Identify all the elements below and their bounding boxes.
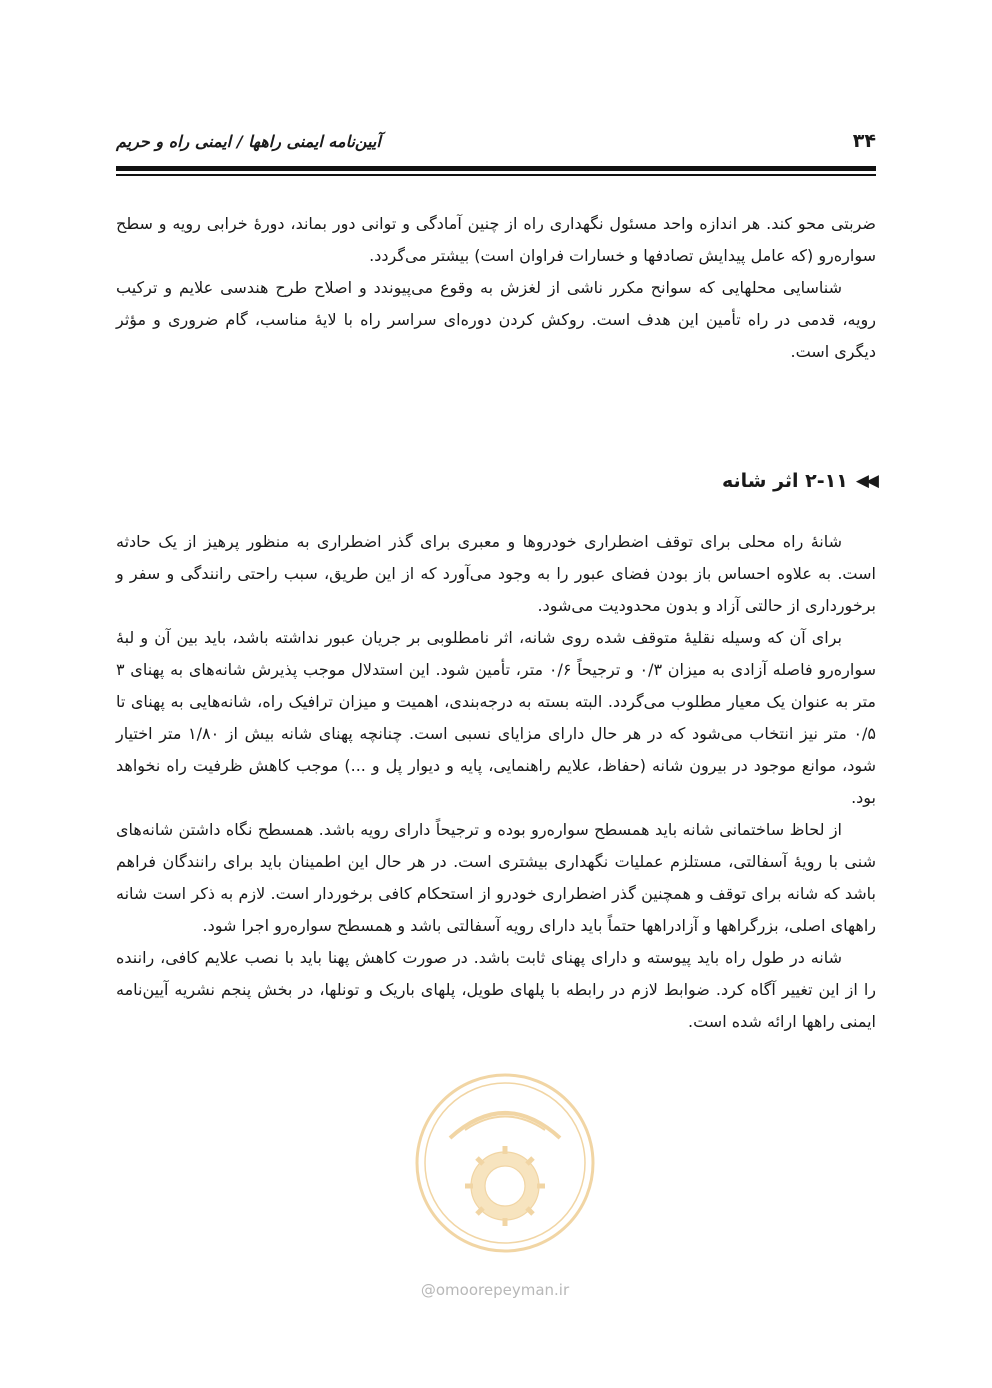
watermark-seal-logo xyxy=(410,1068,600,1258)
watermark-site: @omoorepeyman.ir xyxy=(420,1281,570,1299)
paragraph-6: شانه در طول راه باید پیوسته و دارای پهنای ثابت باشد. در صورت کاهش پهنا باید با نصب علایم کافی، راننده را از این تغییر آگاه کرد. ضوابط لازم در رابطه با پلهای طویل، پلهای باریک و تونلها، در بخش پنجم نشریه آیین‌نامه ایمنی راهها ارائه شده است. xyxy=(116,948,876,1031)
paragraph-4: برای آن که وسیله نقلیهٔ متوقف شده روی شانه، اثر نامطلوبی بر جریان عبور نداشته باشد، باید بین آن و لبهٔ سواره‌رو فاصله آزادی به میزان ۰/۳ و ترجیحاً ۰/۶ متر، تأمین شود. این استدلال موجب پذیرش شانه‌های به پهنای ۳ متر به عنوان یک معیار مطلوب می‌گردد. البته بسته به درجه‌بندی، اهمیت و میزان ترافیک راه، شانه‌هایی به پهنای تا ۰/۵ متر نیز انتخاب می‌شود که در هر حال دارای مزایای نسبی است. چنانچه پهنای شانه بیش از ۱/۸۰ متر اختیار شود، موانع موجود در بیرون شانه (حفاظ، علایم راهنمایی، پایه و دیوار پل و ...) موجب کاهش ظرفیت راه نخواهد بود. xyxy=(116,628,877,807)
body-text-main xyxy=(116,526,876,1038)
body-text-top xyxy=(116,208,876,368)
page-number: ۳۴ xyxy=(852,130,876,152)
page-header xyxy=(116,124,876,164)
double-arrow-icon: ◀◀ xyxy=(855,471,876,491)
header-rule-thick xyxy=(116,166,876,171)
running-title: آیین‌نامه ایمنی راهها / ایمنی راه و حریم xyxy=(116,132,381,151)
paragraph-5: از لحاظ ساختمانی شانه باید همسطح سواره‌رو بوده و ترجیحاً دارای رویه باشد. همسطح نگاه داشتن شانه‌های شنی با رویهٔ آسفالتی، مستلزم عملیات نگهداری بیشتری است. در هر حال این اطمینان باید برای رانندگان فراهم باشد که شانه برای توقف و همچنین گذر اضطراری خودرو از استحکام کافی برخوردار است. لازم به ذکر است شانه راههای اصلی، بزرگراهها و آزادراهها حتماً باید دارای رویه آسفالتی باشد و همسطح سواره‌رو اجرا شود. xyxy=(116,820,876,935)
section-heading xyxy=(722,470,876,492)
header-rule-thin xyxy=(116,174,876,176)
section-title: ۲-۱۱ اثر شانه xyxy=(721,470,848,492)
paragraph-2: شناسایی محلهایی که سوانح مکرر ناشی از لغزش به وقوع می‌پیوندد و اصلاح طرح هندسی علایم و ترکیب رویه، قدمی در راه تأمین این هدف است. روکش کردن دوره‌ای سراسر راه با لایهٔ مناسب، گام ضروری و مؤثر دیگری است. xyxy=(116,278,876,361)
paragraph-3: شانهٔ راه محلی برای توقف اضطراری خودروها و معبری برای گذر اضطراری به منظور پرهیز از یک حادثه است. به علاوه احساس باز بودن فضای عبور را به وجود می‌آورد که از این طریق، سبب راحتی رانندگی و سفر و برخورداری از حالتی آزاد و بدون محدودیت می‌شود. xyxy=(116,532,876,615)
paragraph-1: ضربتی محو کند. هر اندازه واحد مسئول نگهداری راه از چنین آمادگی و توانی دور بماند، دورهٔ خرابی رویه و سطح سواره‌رو (که عامل پیدایش تصادفها و خسارات فراوان است) بیشتر می‌گردد. xyxy=(116,214,876,265)
